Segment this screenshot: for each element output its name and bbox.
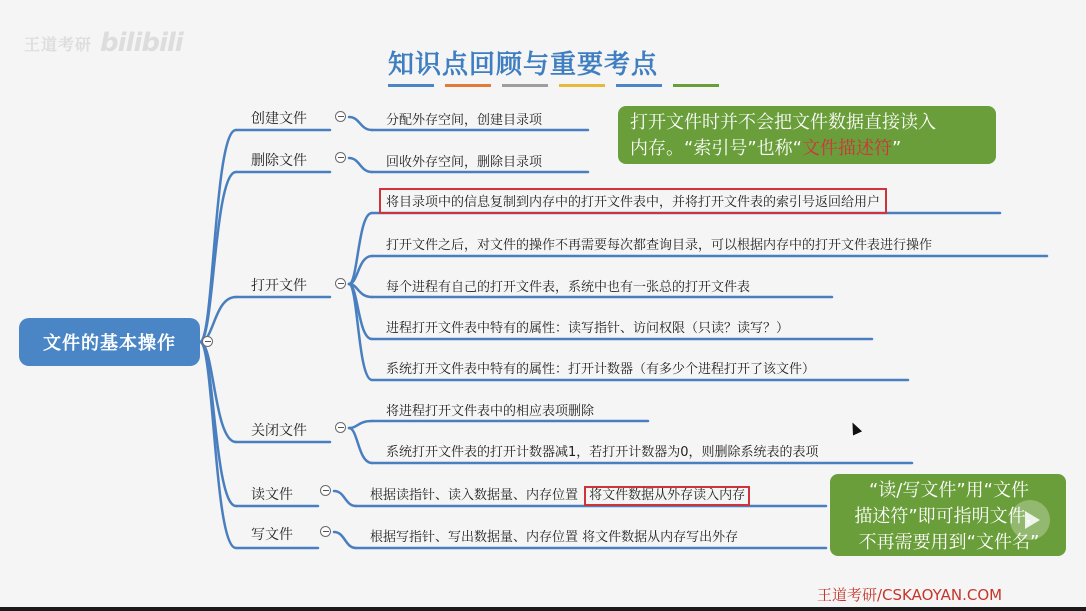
video-bottom-strip: [0, 607, 1086, 611]
collapse-toggle-write[interactable]: [320, 526, 331, 537]
leaf-write-file: 根据写指针、写出数据量、内存位置 将文件数据从内存写出外存: [370, 530, 739, 545]
callout-text: ”: [891, 138, 902, 159]
connector-open-leaf5: [349, 284, 372, 380]
footer-credit: 王道考研/CSKAOYAN.COM: [817, 586, 1003, 604]
connector-close-leaf1: [349, 421, 372, 428]
collapse-toggle-open[interactable]: [335, 278, 346, 289]
connector-create-leaf: [349, 117, 372, 130]
leaf-close-file: 将进程打开文件表中的相应表项删除: [386, 404, 595, 419]
slide-title: 知识点回顾与重要考点: [388, 50, 659, 80]
callout-line: 不再需要用到“文件名”: [858, 532, 1040, 553]
leaf-read-highlight: 将文件数据从外存读入内存: [584, 486, 750, 506]
leaf-open-file: 进程打开文件表中特有的属性：读写指针、访问权限（只读？读写？）: [386, 321, 790, 336]
leaf-delete-file: 回收外存空间，删除目录项: [386, 155, 543, 170]
callout-line: 打开文件时并不会把文件数据直接读入: [630, 112, 936, 133]
callout-line: 描述符”即可指明文件，: [854, 506, 1044, 527]
branch-create-file[interactable]: 创建文件: [251, 111, 307, 127]
branch-delete-file[interactable]: 删除文件: [251, 153, 307, 169]
callout-text: 内存。“索引号”也称“: [630, 138, 802, 159]
collapse-toggle-delete[interactable]: [335, 152, 346, 163]
callout-keyword: 文件描述符: [801, 138, 892, 159]
callout-line: [630, 136, 986, 162]
leaf-open-file-highlighted: 将目录项中的信息复制到内存中的打开文件表中，并将打开文件表的索引号返回给用户: [379, 188, 887, 214]
watermark-text: 王道考研: [24, 34, 93, 54]
branch-close-file[interactable]: 关闭文件: [251, 423, 307, 439]
callout-open-file-note: [618, 106, 996, 164]
play-button[interactable]: [1010, 500, 1050, 540]
branch-open-file[interactable]: 打开文件: [251, 278, 307, 294]
leaf-read-file: [370, 484, 750, 503]
leaf-open-file: 系统打开文件表中特有的属性：打开计数器（有多少个进程打开了该文件）: [386, 362, 816, 377]
collapse-toggle-create[interactable]: [335, 111, 346, 122]
collapse-toggle-read[interactable]: [320, 485, 331, 496]
play-icon: [1025, 511, 1040, 529]
root-node[interactable]: 文件的基本操作: [19, 318, 200, 366]
branch-read-file[interactable]: 读文件: [251, 487, 293, 503]
leaf-open-file: 打开文件之后，对文件的操作不再需要每次都查询目录，可以根据内存中的打开文件表进行操作: [386, 238, 933, 253]
leaf-create-file: 分配外存空间，创建目录项: [386, 113, 543, 128]
collapse-toggle-root[interactable]: [202, 336, 213, 347]
connector-write-leaf: [334, 532, 356, 548]
branch-write-file[interactable]: 写文件: [251, 527, 293, 543]
connector-open-leaf1: [349, 213, 372, 284]
connector-close-leaf2: [349, 428, 372, 463]
leaf-read-prefix: 根据读指针、读入数据量、内存位置: [370, 488, 583, 503]
connector-delete-leaf: [349, 158, 372, 172]
callout-line: “读/写文件”用“文件: [868, 480, 1030, 501]
connector-read-leaf: [334, 491, 356, 506]
collapse-toggle-close[interactable]: [335, 422, 346, 433]
bilibili-logo: bilibili: [100, 28, 183, 58]
leaf-close-file: 系统打开文件表的打开计数器减1，若打开计数器为0，则删除系统表的表项: [386, 445, 819, 460]
leaf-open-file: 每个进程有自己的打开文件表，系统中也有一张总的打开文件表: [386, 280, 751, 295]
